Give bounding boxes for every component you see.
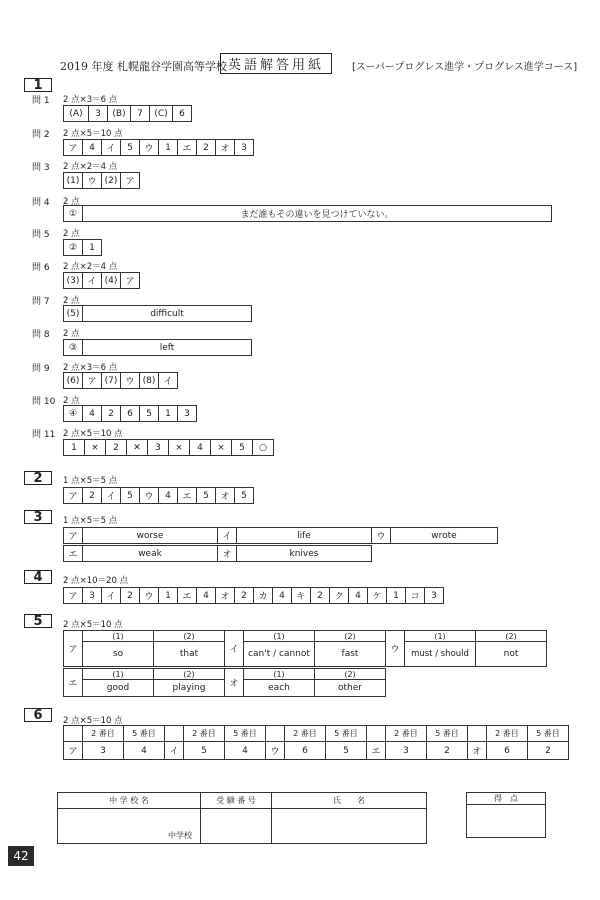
s3-answer: wrote <box>391 528 498 544</box>
s2-cell: イ <box>102 488 121 504</box>
s6-blank <box>165 726 184 742</box>
s5-sub-label: (1) <box>244 669 315 680</box>
q8-points: 2 点 <box>63 329 80 339</box>
s5-answer: each <box>244 680 315 697</box>
s5-answer: playing <box>154 680 225 697</box>
q4-key: ① <box>64 206 83 222</box>
s6-key: オ <box>468 742 487 760</box>
s6-answer: 6 <box>285 742 326 760</box>
s2-cell: ウ <box>140 488 159 504</box>
q3-cell: (2) <box>102 173 121 189</box>
section-2-answer-table <box>63 487 254 504</box>
q2-cell: ア <box>64 140 83 156</box>
q1-cell: 6 <box>173 106 192 122</box>
q8-answer: left <box>83 340 252 356</box>
q4-points: 2 点 <box>63 197 80 207</box>
q11-answer-table <box>63 439 274 456</box>
q3-cell: ア <box>121 173 140 189</box>
q3-points: 2 点×2＝4 点 <box>63 162 118 172</box>
s6-answer: 5 <box>184 742 225 760</box>
s2-cell: オ <box>216 488 235 504</box>
s5-sub-label: (1) <box>244 631 315 642</box>
q1-cell: 7 <box>131 106 150 122</box>
section-6-answer-table <box>63 725 569 760</box>
s3-key: エ <box>64 546 83 562</box>
student-name-header: 氏 名 <box>272 793 427 809</box>
s5-sub-label: (2) <box>154 669 225 680</box>
s2-cell: ア <box>64 488 83 504</box>
s5-answer: must / should <box>405 642 476 667</box>
section-4-number: 4 <box>24 570 52 584</box>
section-3-row-2 <box>63 545 372 562</box>
section-5-row-1 <box>63 630 547 667</box>
s5-sub-label: (1) <box>83 631 154 642</box>
q7-label: 問 7 <box>32 297 50 307</box>
q1-cell: (A) <box>64 106 89 122</box>
s6-answer: 3 <box>83 742 124 760</box>
s6-answer: 4 <box>225 742 266 760</box>
q11-cell: 4 <box>190 440 211 456</box>
s6-blank <box>367 726 386 742</box>
s6-header-2nd: 2 番目 <box>487 726 528 742</box>
q11-cell: 1 <box>64 440 85 456</box>
q1-cell: (B) <box>108 106 131 122</box>
q10-cell: 5 <box>140 406 159 422</box>
section-6-number: 6 <box>24 708 52 722</box>
header-school-year: 2019 年度 札幌龍谷学園高等学校 <box>60 60 227 73</box>
s5-answer: that <box>154 642 225 667</box>
q10-cell: 1 <box>159 406 178 422</box>
s2-cell: 5 <box>121 488 140 504</box>
q1-cell: 3 <box>89 106 108 122</box>
s6-header-5th: 5 番目 <box>124 726 165 742</box>
course-name: [スーパープログレス進学・プログレス進学コース] <box>352 62 578 73</box>
section-2-points: 1 点×5＝5 点 <box>63 476 118 486</box>
q1-cell: (C) <box>150 106 173 122</box>
s5-sub-label: (2) <box>315 669 386 680</box>
s3-key: ウ <box>372 528 391 544</box>
school-name-field[interactable] <box>58 809 201 844</box>
q10-label: 問 10 <box>32 397 56 407</box>
section-6-points: 2 点×5＝10 点 <box>63 716 123 726</box>
q2-cell: 1 <box>159 140 178 156</box>
s3-answer: life <box>237 528 372 544</box>
s6-answer: 6 <box>487 742 528 760</box>
s4-cell: 4 <box>273 588 292 604</box>
q9-cell: ウ <box>121 373 140 389</box>
section-1-number: 1 <box>24 78 52 92</box>
q9-cell: (8) <box>140 373 159 389</box>
q11-cell: ○ <box>253 440 274 456</box>
q6-label: 問 6 <box>32 263 50 273</box>
q10-cell: ④ <box>64 406 83 422</box>
section-4-points: 2 点×10＝20 点 <box>63 576 129 586</box>
q9-answer-table <box>63 372 178 389</box>
exam-number-header: 受 験 番 号 <box>201 793 272 809</box>
s5-answer: not <box>476 642 547 667</box>
s4-cell: 1 <box>387 588 406 604</box>
s2-cell: 5 <box>235 488 254 504</box>
s5-answer: so <box>83 642 154 667</box>
s3-key: イ <box>218 528 237 544</box>
s5-key: ウ <box>386 631 405 667</box>
q1-label: 問 1 <box>32 96 50 106</box>
s5-key: オ <box>225 669 244 697</box>
q4-answer-table <box>63 205 552 222</box>
s2-cell: 4 <box>159 488 178 504</box>
s6-key: イ <box>165 742 184 760</box>
s6-header-5th: 5 番目 <box>225 726 266 742</box>
student-info-table <box>57 792 427 844</box>
section-5-row-2 <box>63 668 386 697</box>
s4-cell: イ <box>102 588 121 604</box>
q2-label: 問 2 <box>32 130 50 140</box>
s4-cell: ア <box>64 588 83 604</box>
q3-cell: ウ <box>83 173 102 189</box>
s6-blank <box>266 726 285 742</box>
s5-answer: can't / cannot <box>244 642 315 667</box>
section-3-number: 3 <box>24 510 52 524</box>
q2-cell: オ <box>216 140 235 156</box>
s4-cell: 3 <box>425 588 444 604</box>
q6-cell: (3) <box>64 273 83 289</box>
s2-cell: エ <box>178 488 197 504</box>
q7-answer-table <box>63 305 252 322</box>
q2-answer-table <box>63 139 254 156</box>
s4-cell: 2 <box>121 588 140 604</box>
section-3-row-1 <box>63 527 498 544</box>
q5-points: 2 点 <box>63 229 80 239</box>
s6-answer: 2 <box>427 742 468 760</box>
s6-header-5th: 5 番目 <box>528 726 569 742</box>
s4-cell: 4 <box>349 588 368 604</box>
q10-points: 2 点 <box>63 396 80 406</box>
page-number: 42 <box>8 846 34 866</box>
s6-header-2nd: 2 番目 <box>83 726 124 742</box>
q11-cell: ✕ <box>127 440 148 456</box>
q5-cell: ② <box>64 240 83 256</box>
q7-key: (5) <box>64 306 83 322</box>
s6-answer: 3 <box>386 742 427 760</box>
q3-label: 問 3 <box>32 163 50 173</box>
s6-answer: 5 <box>326 742 367 760</box>
q2-cell: 2 <box>197 140 216 156</box>
q11-cell: 5 <box>232 440 253 456</box>
exam-number-field[interactable] <box>201 809 272 844</box>
section-4-answer-table <box>63 587 444 604</box>
q1-points: 2 点×3＝6 点 <box>63 95 118 105</box>
q11-cell: 2 <box>106 440 127 456</box>
s5-answer: other <box>315 680 386 697</box>
s4-cell: 3 <box>83 588 102 604</box>
q2-cell: エ <box>178 140 197 156</box>
q7-points: 2 点 <box>63 296 80 306</box>
s4-cell: 1 <box>159 588 178 604</box>
s4-cell: 4 <box>197 588 216 604</box>
q4-answer: まだ誰もその違いを見つけていない。 <box>83 206 552 222</box>
s6-blank <box>468 726 487 742</box>
q2-cell: 3 <box>235 140 254 156</box>
q9-label: 問 9 <box>32 364 50 374</box>
s2-cell: 5 <box>197 488 216 504</box>
s6-header-2nd: 2 番目 <box>386 726 427 742</box>
q11-label: 問 11 <box>32 430 56 440</box>
q6-cell: イ <box>83 273 102 289</box>
q11-cell: × <box>85 440 106 456</box>
q5-answer-table <box>63 239 102 256</box>
score-field[interactable] <box>467 805 546 838</box>
s3-answer: knives <box>237 546 372 562</box>
q10-cell: 4 <box>83 406 102 422</box>
q11-points: 2 点×5＝10 点 <box>63 429 123 439</box>
q5-cell: 1 <box>83 240 102 256</box>
q3-answer-table <box>63 172 140 189</box>
s5-sub-label: (1) <box>83 669 154 680</box>
q6-cell: ア <box>121 273 140 289</box>
s2-cell: 2 <box>83 488 102 504</box>
s5-answer: good <box>83 680 154 697</box>
q11-cell: 3 <box>148 440 169 456</box>
s5-sub-label: (2) <box>315 631 386 642</box>
q11-cell: × <box>169 440 190 456</box>
s4-cell: オ <box>216 588 235 604</box>
q5-label: 問 5 <box>32 230 50 240</box>
s5-key: ア <box>64 631 83 667</box>
q9-cell: (6) <box>64 373 83 389</box>
s6-header-5th: 5 番目 <box>326 726 367 742</box>
q2-cell: 4 <box>83 140 102 156</box>
s4-cell: カ <box>254 588 273 604</box>
s5-sub-label: (1) <box>405 631 476 642</box>
s6-header-2nd: 2 番目 <box>184 726 225 742</box>
s6-header-5th: 5 番目 <box>427 726 468 742</box>
q6-cell: (4) <box>102 273 121 289</box>
q11-cell: × <box>211 440 232 456</box>
q10-cell: 2 <box>102 406 121 422</box>
s4-cell: ケ <box>368 588 387 604</box>
q9-points: 2 点×3＝6 点 <box>63 363 118 373</box>
s4-cell: エ <box>178 588 197 604</box>
s4-cell: キ <box>292 588 311 604</box>
q2-cell: イ <box>102 140 121 156</box>
s4-cell: コ <box>406 588 425 604</box>
s3-key: ア <box>64 528 83 544</box>
s6-answer: 4 <box>124 742 165 760</box>
q7-answer: difficult <box>83 306 252 322</box>
q8-label: 問 8 <box>32 330 50 340</box>
student-name-field[interactable] <box>272 809 427 844</box>
q6-points: 2 点×2＝4 点 <box>63 262 118 272</box>
q2-points: 2 点×5＝10 点 <box>63 129 123 139</box>
s4-cell: ク <box>330 588 349 604</box>
s3-answer: weak <box>83 546 218 562</box>
q10-cell: 6 <box>121 406 140 422</box>
s6-header-2nd: 2 番目 <box>285 726 326 742</box>
s6-answer: 2 <box>528 742 569 760</box>
s4-cell: 2 <box>311 588 330 604</box>
s3-key: オ <box>218 546 237 562</box>
s5-answer: fast <box>315 642 386 667</box>
s4-cell: 2 <box>235 588 254 604</box>
s4-cell: ウ <box>140 588 159 604</box>
s6-key: ウ <box>266 742 285 760</box>
s3-answer: worse <box>83 528 218 544</box>
q9-cell: (7) <box>102 373 121 389</box>
q6-answer-table <box>63 272 140 289</box>
section-5-points: 2 点×5＝10 点 <box>63 620 123 630</box>
q10-answer-table <box>63 405 197 422</box>
q4-label: 問 4 <box>32 198 50 208</box>
s6-blank <box>64 726 83 742</box>
s5-sub-label: (2) <box>154 631 225 642</box>
section-2-number: 2 <box>24 471 52 485</box>
school-name-header: 中 学 校 名 <box>58 793 201 809</box>
q8-key: ③ <box>64 340 83 356</box>
q3-cell: (1) <box>64 173 83 189</box>
s6-key: エ <box>367 742 386 760</box>
score-header: 得 点 <box>467 793 546 805</box>
section-5-number: 5 <box>24 614 52 628</box>
sheet-title: 英語解答用紙 <box>220 53 332 74</box>
q9-cell: ア <box>83 373 102 389</box>
section-3-points: 1 点×5＝5 点 <box>63 516 118 526</box>
s5-key: イ <box>225 631 244 667</box>
q9-cell: イ <box>159 373 178 389</box>
s5-sub-label: (2) <box>476 631 547 642</box>
score-table <box>466 792 546 838</box>
q1-answer-table <box>63 105 192 122</box>
q8-answer-table <box>63 339 252 356</box>
school-suffix: 中学校 <box>168 831 192 840</box>
s6-key: ア <box>64 742 83 760</box>
s5-key: エ <box>64 669 83 697</box>
q2-cell: 5 <box>121 140 140 156</box>
q10-cell: 3 <box>178 406 197 422</box>
q2-cell: ウ <box>140 140 159 156</box>
